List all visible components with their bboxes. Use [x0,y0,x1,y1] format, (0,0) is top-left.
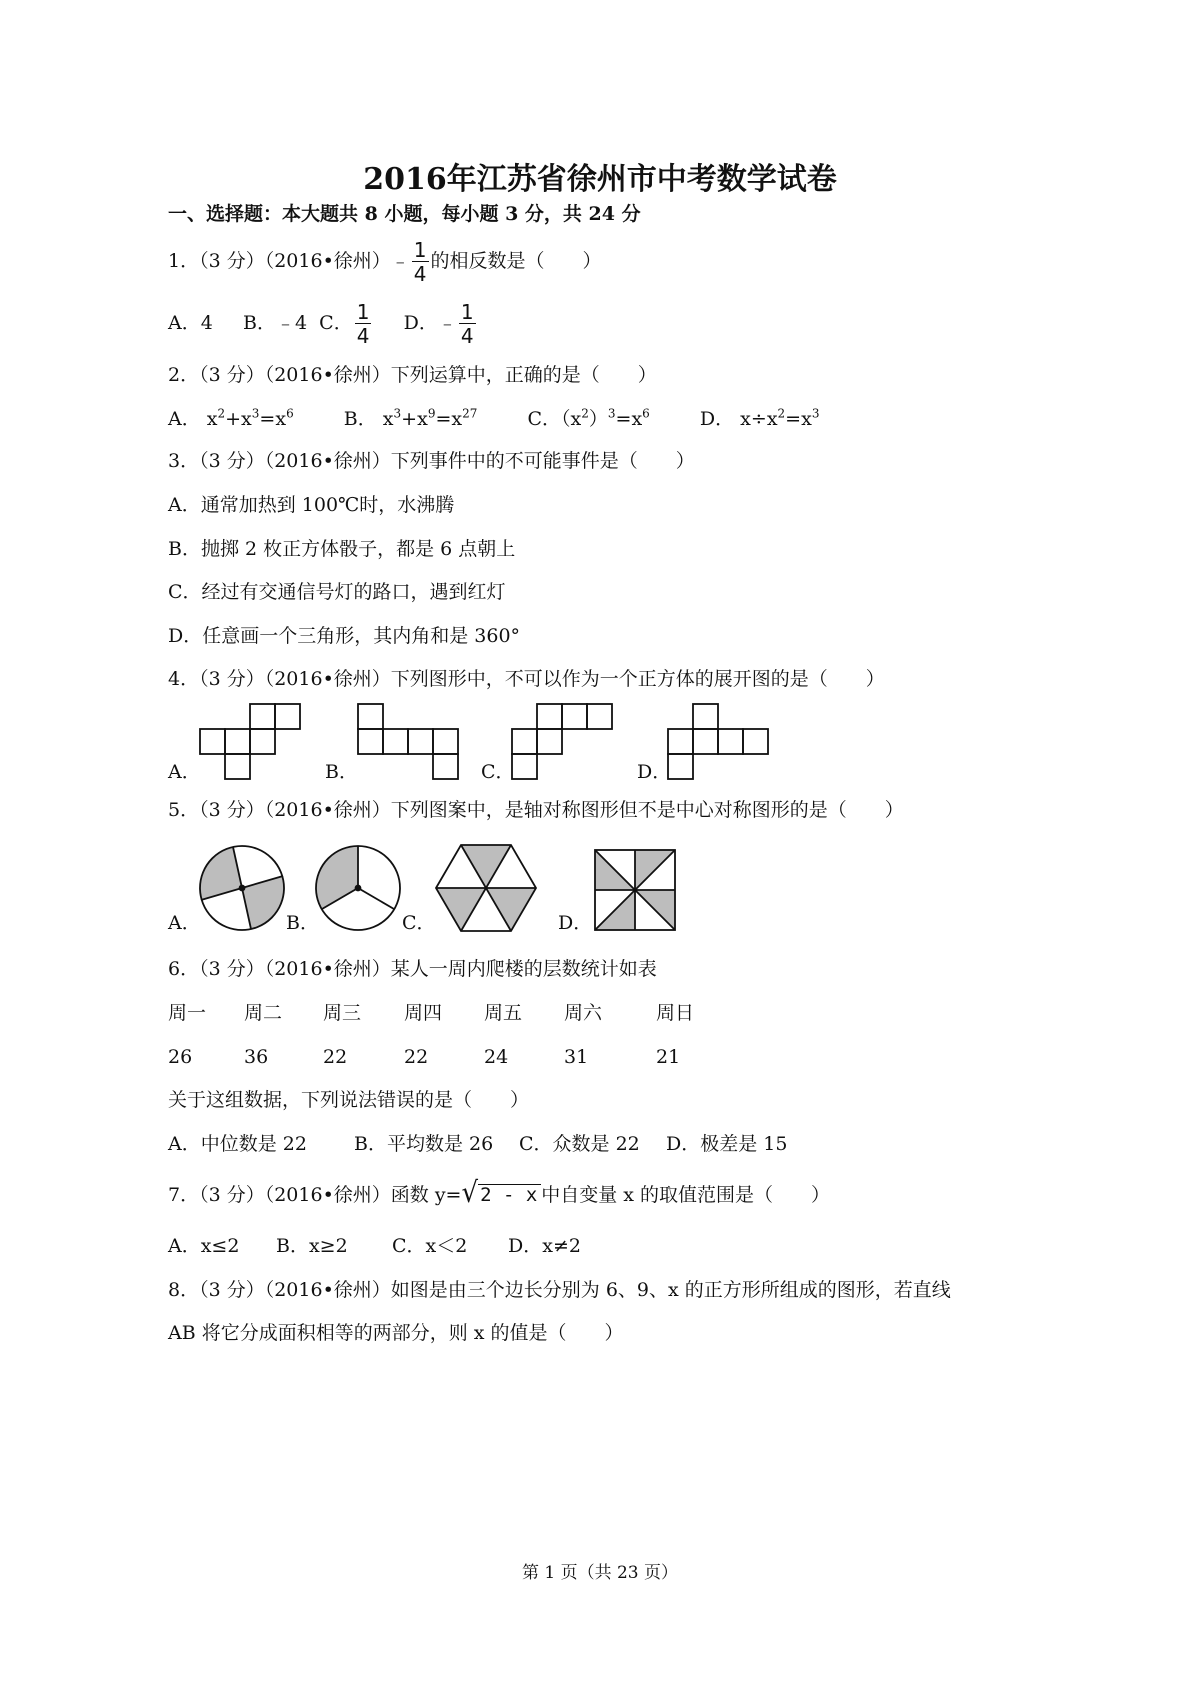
cube-net-a [200,704,300,779]
question-5-stem: 5．（3 分）（2016•徐州）下列图案中，是轴对称图形但不是中心对称图形的是（ ） [168,799,904,821]
radicand: 2 - x [478,1184,541,1205]
fraction-d: $\frac{1}{4}$ [460,300,474,348]
option-a: A． $x^2+x^3=x^6$ [168,406,294,430]
fraction-c: $\frac{1}{4}$ [356,300,370,348]
option-d: D．任意画一个三角形，其内角和是 360° [168,625,521,647]
day-header: 周日 [656,1002,695,1024]
floor-count: 22 [323,1046,348,1068]
option-a: A．4 [168,312,213,334]
day-header: 周六 [564,1002,603,1024]
question-8-line1: 8．（3 分）（2016•徐州）如图是由三个边长分别为 6、9、x 的正方形所组成的图形，若直线 [168,1279,951,1301]
question-8-line2: AB 将它分成面积相等的两部分，则 x 的值是（ ） [168,1322,624,1344]
option-a: A．x≤2 [168,1235,240,1257]
fraction-one-quarter: $\frac{1}{4}$ [413,238,427,286]
option-a: A．通常加热到 100℃时，水沸腾 [168,494,455,516]
question-1-suffix: 的相反数是（ ） [430,250,602,272]
option-b: B．抛掷 2 枚正方体骰子，都是 6 点朝上 [168,538,516,560]
option-b: B．﹣4 [243,312,308,334]
question-6-question: 关于这组数据，下列说法错误的是（ ） [168,1089,530,1111]
floor-count: 24 [484,1046,509,1068]
question-2-stem: 2．（3 分）（2016•徐州）下列运算中，正确的是（ ） [168,364,657,386]
day-header: 周五 [484,1002,523,1024]
day-header: 周四 [404,1002,443,1024]
pattern-label-c: C． [402,912,436,934]
option-b: B．平均数是 26 [354,1133,494,1155]
option-c: C．经过有交通信号灯的路口，遇到红灯 [168,581,506,603]
option-c: C．x＜2 [392,1235,468,1257]
pattern-b-circle [316,846,400,930]
day-header: 周二 [244,1002,283,1024]
option-c: C．众数是 22 [519,1133,640,1155]
page-title: 2016年江苏省徐州市中考数学试卷 [363,162,837,197]
option-c: C． [319,312,353,334]
section-heading: 一、选择题：本大题共 8 小题，每小题 3 分，共 24 分 [168,203,641,225]
option-c: C．$(x^2)^3=x^6$ [527,406,650,430]
option-b: B．x≥2 [276,1235,348,1257]
sqrt-icon: √ [461,1176,479,1210]
page-footer: 第 1 页（共 23 页） [521,1563,679,1583]
option-a: A．中位数是 22 [168,1133,307,1155]
net-label-b: B． [325,761,358,783]
option-d: D．﹣ [403,312,457,334]
question-4-stem: 4．（3 分）（2016•徐州）下列图形中，不可以作为一个正方体的展开图的是（ ） [168,668,885,690]
floor-count: 21 [656,1046,681,1068]
floor-count: 31 [564,1046,589,1068]
floor-count: 26 [168,1046,193,1068]
pattern-d-square [595,850,675,930]
day-header: 周一 [168,1002,207,1024]
option-d: D． $x\div x^2=x^3$ [699,406,820,430]
question-7-suffix: 中自变量 x 的取值范围是（ ） [541,1184,831,1206]
question-7-stem [168,1176,831,1210]
question-6-stem: 6．（3 分）（2016•徐州）某人一周内爬楼的层数统计如表 [168,958,657,980]
option-d: D．极差是 15 [666,1133,788,1155]
pattern-label-b: B． [286,912,319,934]
floor-count: 36 [244,1046,269,1068]
cube-net-c [512,704,612,779]
cube-net-d [668,704,768,779]
question-1-prefix: 1．（3 分）（2016•徐州）﹣ [168,250,410,272]
option-b: B． $x^3+x^9=x^{27}$ [343,406,478,430]
net-label-a: A． [168,761,201,783]
net-label-d: D． [637,761,672,783]
option-d: D．x≠2 [508,1235,581,1257]
question-7-prefix: 7．（3 分）（2016•徐州）函数 y= [168,1184,462,1206]
pattern-label-a: A． [168,912,201,934]
floor-count: 22 [404,1046,429,1068]
question-3-stem: 3．（3 分）（2016•徐州）下列事件中的不可能事件是（ ） [168,450,695,472]
pattern-label-d: D． [558,912,593,934]
pattern-c-hexagon [436,845,536,931]
day-header: 周三 [323,1002,362,1024]
net-label-c: C． [481,761,515,783]
cube-net-b [358,704,458,779]
pattern-a-circle [199,846,284,930]
